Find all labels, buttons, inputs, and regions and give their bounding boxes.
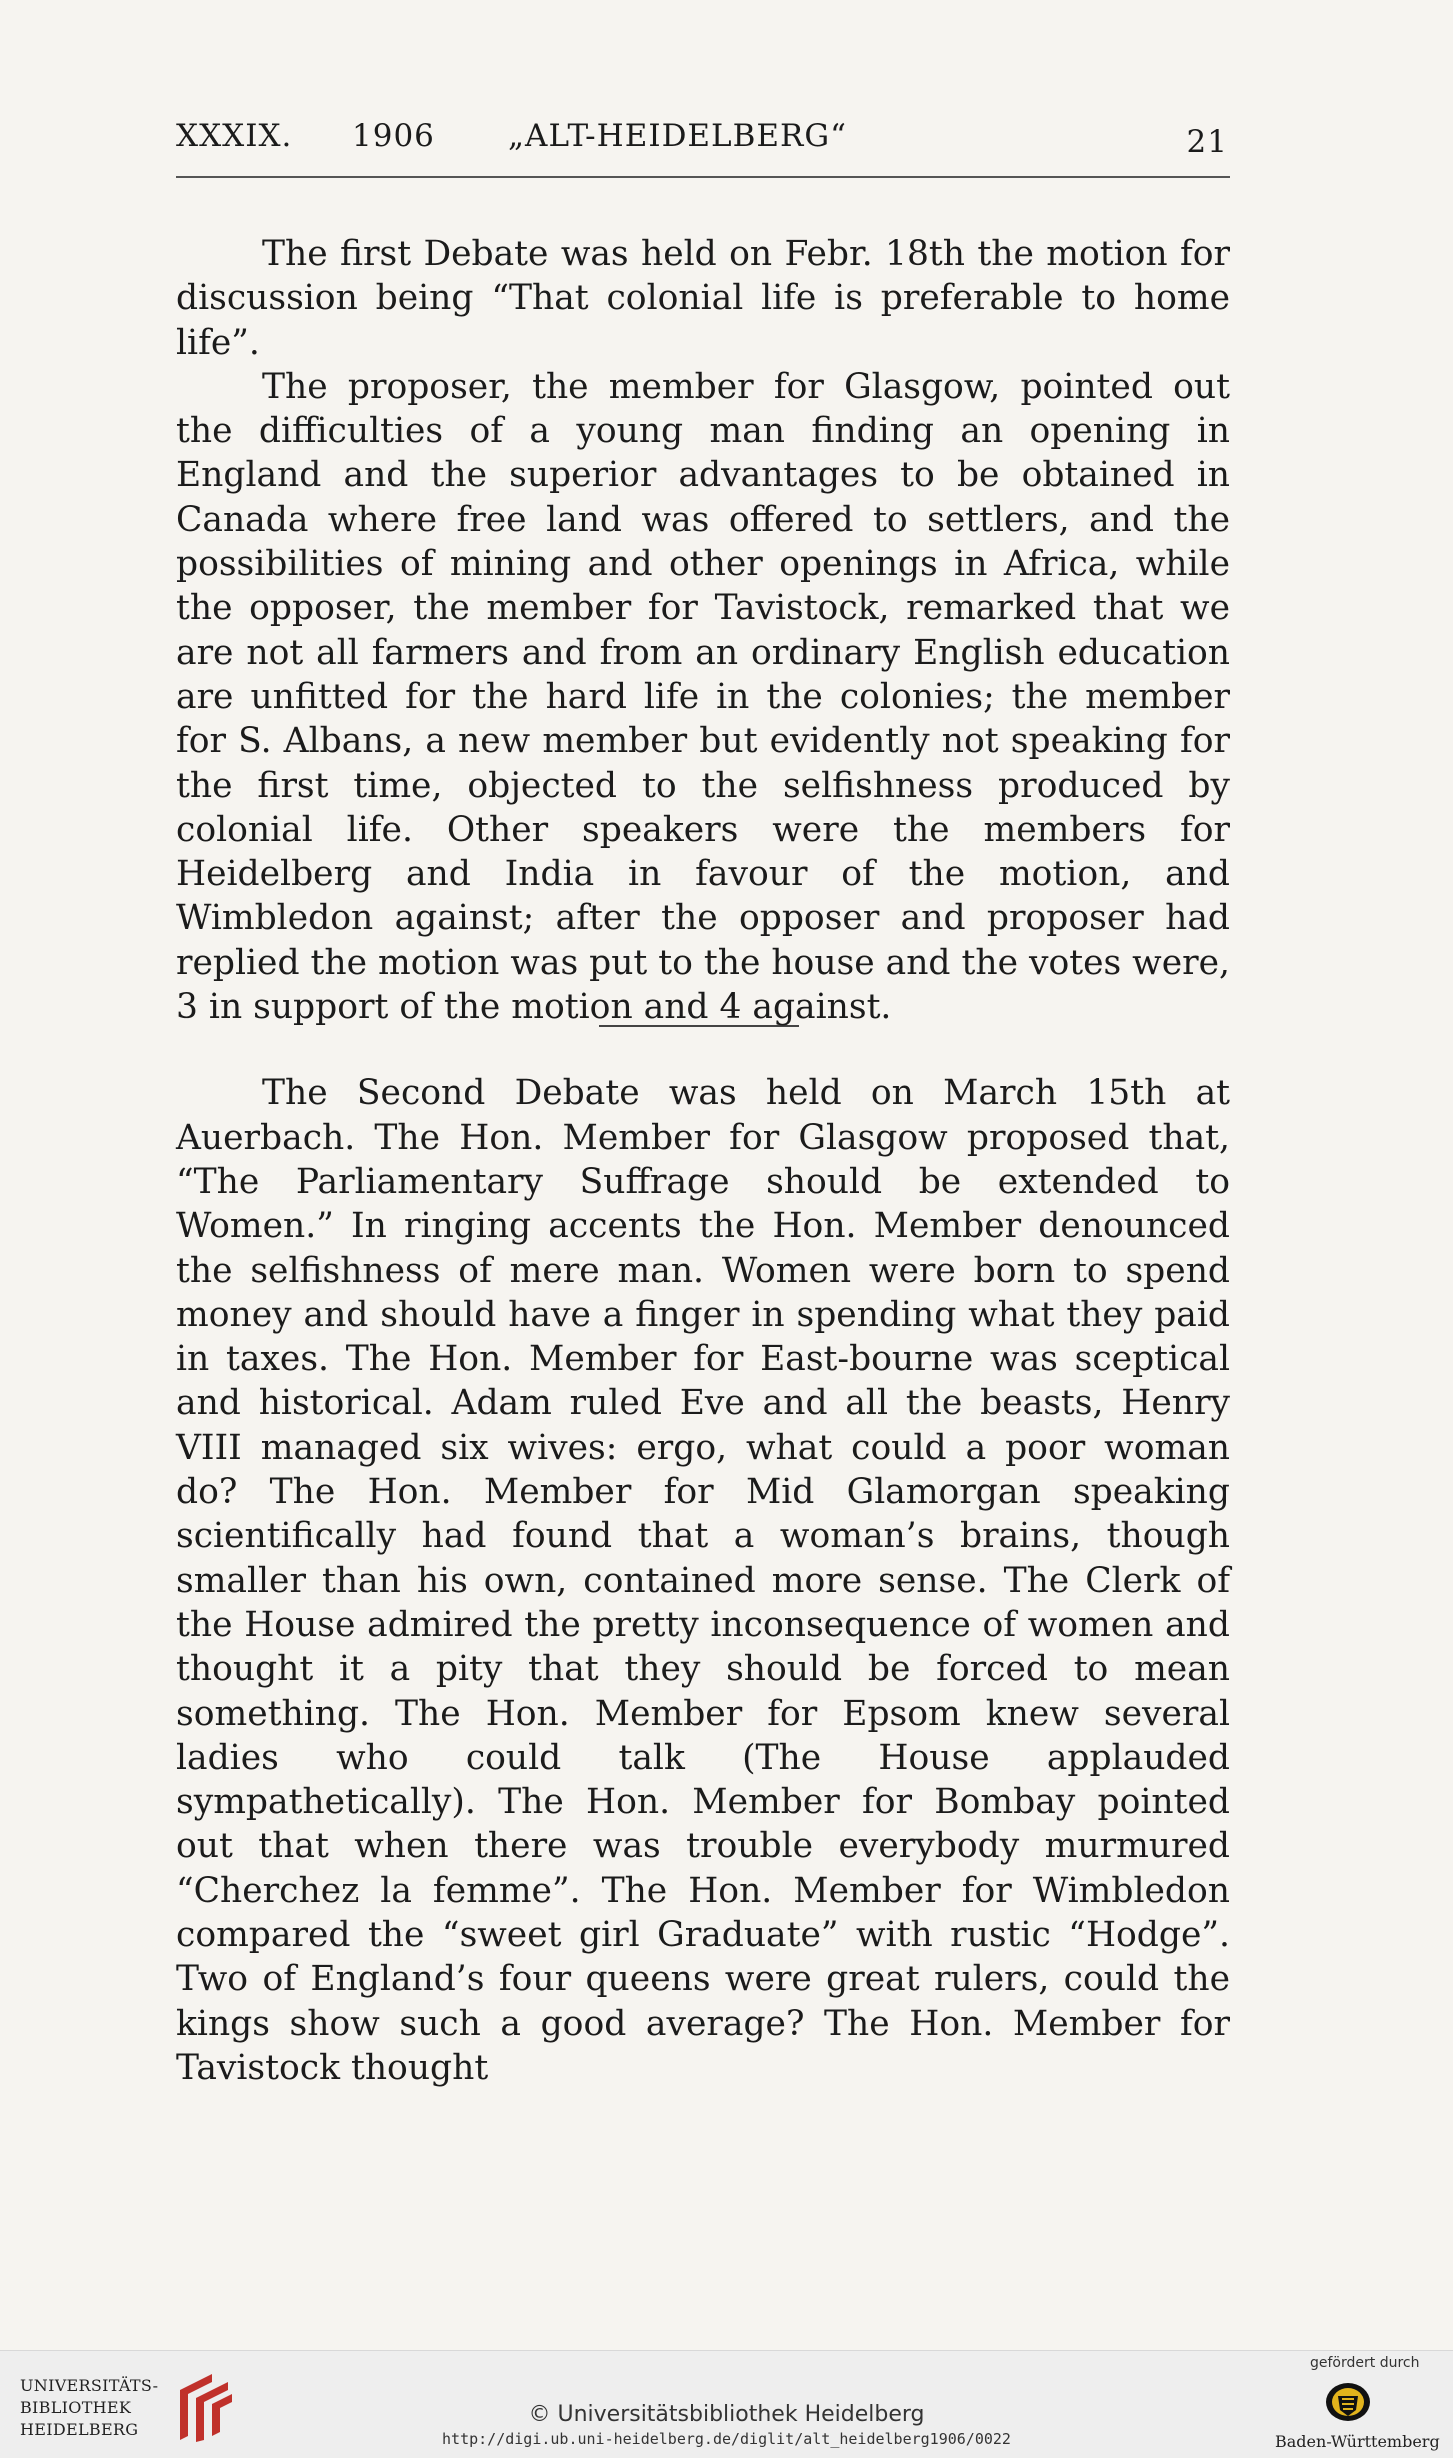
copyright-notice: © Universitätsbibliothek Heidelberg [528,2402,925,2427]
permalink-url[interactable]: http://digi.ub.uni-heidelberg.de/diglit/alt_heidelberg1906/0022 [442,2430,1011,2448]
page-number: 21 [1186,124,1228,160]
paragraph-first-debate-intro: The first Debate was held on Febr. 18th the motion for discussion being “That colonial life is preferable to home life”. [176,234,1230,363]
state-crest-icon [1318,2380,1378,2424]
paragraph-second-debate: The Second Debate was held on March 15th at Auerbach. The Hon. Member for Glasgow proposed that, “The Parliamentary Suffrage should be extended to Women.” In ringing accents the Hon. Member denounced the selfishness of mere man. Women were born to spend money and should have a finger in spending what they paid in taxes. The Hon. Member for East-bourne was sceptical and historical. Adam ruled Eve and all the beasts, Henry VIII managed six wives: ergo, what could a poor woman do? The Hon. Member for Mid Glamorgan speaking scientifically had found that a woman’s brains, though smaller than his own, contained more sense. The Clerk of the House admired the pretty inconsequence of women and thought it a pity that they should be forced to mean something. The Hon. Member for Epsom knew several ladies who could talk (The House applauded sympathetically). The Hon. Member for Bombay pointed out that when there was trouble everybody murmured “Cherchez la femme”. The Hon. Member for Wimbledon compared the “sweet girl Graduate” with rustic “Hodge”. Two of England’s four queens were great rulers, could the kings show such a good average? The Hon. Member for Tavistock thought [176,1073,1230,2088]
header-rule [176,176,1230,178]
header-year: 1906 [352,118,435,154]
state-name: Baden-Württemberg [1275,2432,1440,2451]
paragraph-first-debate-summary: The proposer, the member for Glasgow, pointed out the difficulties of a young man finding an opening in England and the superior advantages to be obtained in Canada where free land was offered to settlers, and the possibilities of mining and other openings in Africa, while the opposer, the member for Tavistock, remarked that we are not all farmers and from an ordinary English education are unfitted for the hard life in the colonies; the member for S. Albans, a new member but evidently not speaking for the first time, objected to the selfishness produced by colonial life. Other speakers were the members for Heidelberg and India in favour of the motion, and Wimbledon against; after the opposer and proposer had replied the motion was put to the house and the votes were, 3 in support of the motion and 4 against. [176,366,1230,1028]
funded-by-label: gefördert durch [1310,2355,1420,2371]
library-name[interactable]: UNIVERSITÄTS- BIBLIOTHEK HEIDELBERG [20,2376,159,2439]
header-title: „ALT-HEIDELBERG“ [508,118,848,154]
page-body [176,232,1230,2090]
running-header [176,118,1230,170]
section-number: XXXIX. [176,118,293,154]
